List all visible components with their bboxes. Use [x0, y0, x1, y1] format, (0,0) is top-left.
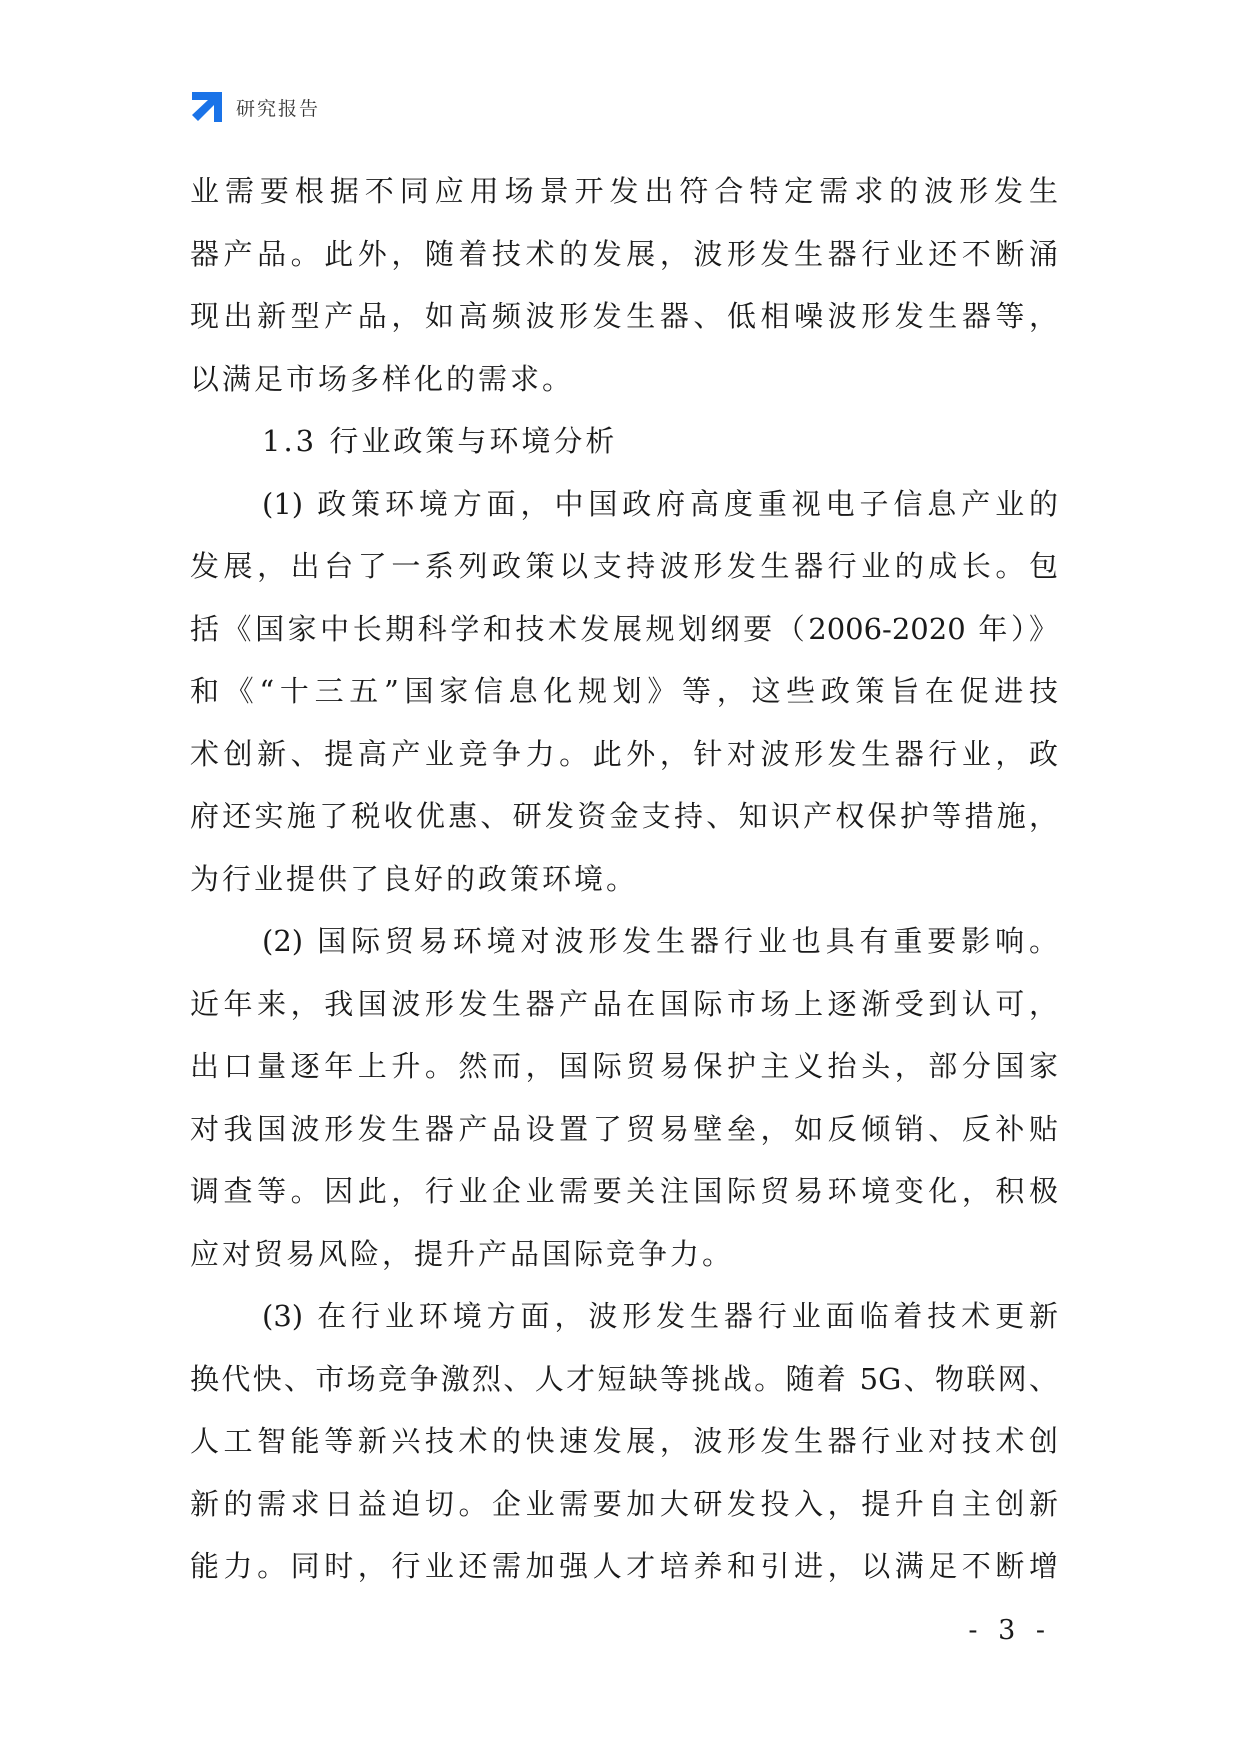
text-line: 应对贸易风险，提升产品国际竞争力。 [190, 1236, 735, 1271]
text-line: 业需要根据不同应用场景开发出符合特定需求的波形发生 [190, 174, 1058, 208]
text-line: 括《国家中长期科学和技术发展规划纲要（2006-2020 年）》 [190, 611, 1058, 646]
text-line: (1) 政策环境方面，中国政府高度重视电子信息产业的 [262, 486, 1058, 521]
text-line: 府还实施了税收优惠、研发资金支持、知识产权保护等措施， [190, 799, 1058, 833]
text-line: 器产品。此外，随着技术的发展，波形发生器行业还不断涌 [190, 236, 1058, 271]
header-title: 研究报告 [236, 97, 321, 120]
page-number: - 3 - [968, 1615, 1051, 1646]
text-line: 换代快、市场竞争激烈、人才短缺等挑战。随着 5G、物联网、 [190, 1361, 1058, 1396]
text-line: 能力。同时，行业还需加强人才培养和引进，以满足不断增 [190, 1549, 1058, 1583]
text-line: (3) 在行业环境方面，波形发生器行业面临着技术更新 [262, 1299, 1058, 1333]
text-line: 对我国波形发生器产品设置了贸易壁垒，如反倾销、反补贴 [190, 1111, 1058, 1146]
text-line: 发展，出台了一系列政策以支持波形发生器行业的成长。包 [190, 549, 1058, 583]
text-line: 人工智能等新兴技术的快速发展，波形发生器行业对技术创 [190, 1424, 1058, 1458]
text-line: 和《“十三五”国家信息化规划》等，这些政策旨在促进技 [190, 674, 1058, 708]
text-line: 术创新、提高产业竞争力。此外，针对波形发生器行业，政 [190, 736, 1058, 771]
text-line: 出口量逐年上升。然而，国际贸易保护主义抬头，部分国家 [190, 1049, 1058, 1083]
text-line: (2) 国际贸易环境对波形发生器行业也具有重要影响。 [262, 924, 1058, 958]
document-body [190, 160, 1058, 1598]
text-line: 现出新型产品，如高频波形发生器、低相噪波形发生器等， [190, 299, 1058, 333]
report-header [190, 90, 320, 124]
arrow-up-right-icon [190, 90, 224, 124]
text-line: 为行业提供了良好的政策环境。 [190, 861, 639, 896]
text-line: 调查等。因此，行业企业需要关注国际贸易环境变化，积极 [190, 1174, 1058, 1208]
text-line: 以满足市场多样化的需求。 [190, 361, 575, 396]
section-heading: 1.3 行业政策与环境分析 [262, 424, 618, 458]
text-line: 新的需求日益迫切。企业需要加大研发投入，提升自主创新 [190, 1486, 1058, 1521]
text-line: 近年来，我国波形发生器产品在国际市场上逐渐受到认可， [190, 986, 1058, 1021]
